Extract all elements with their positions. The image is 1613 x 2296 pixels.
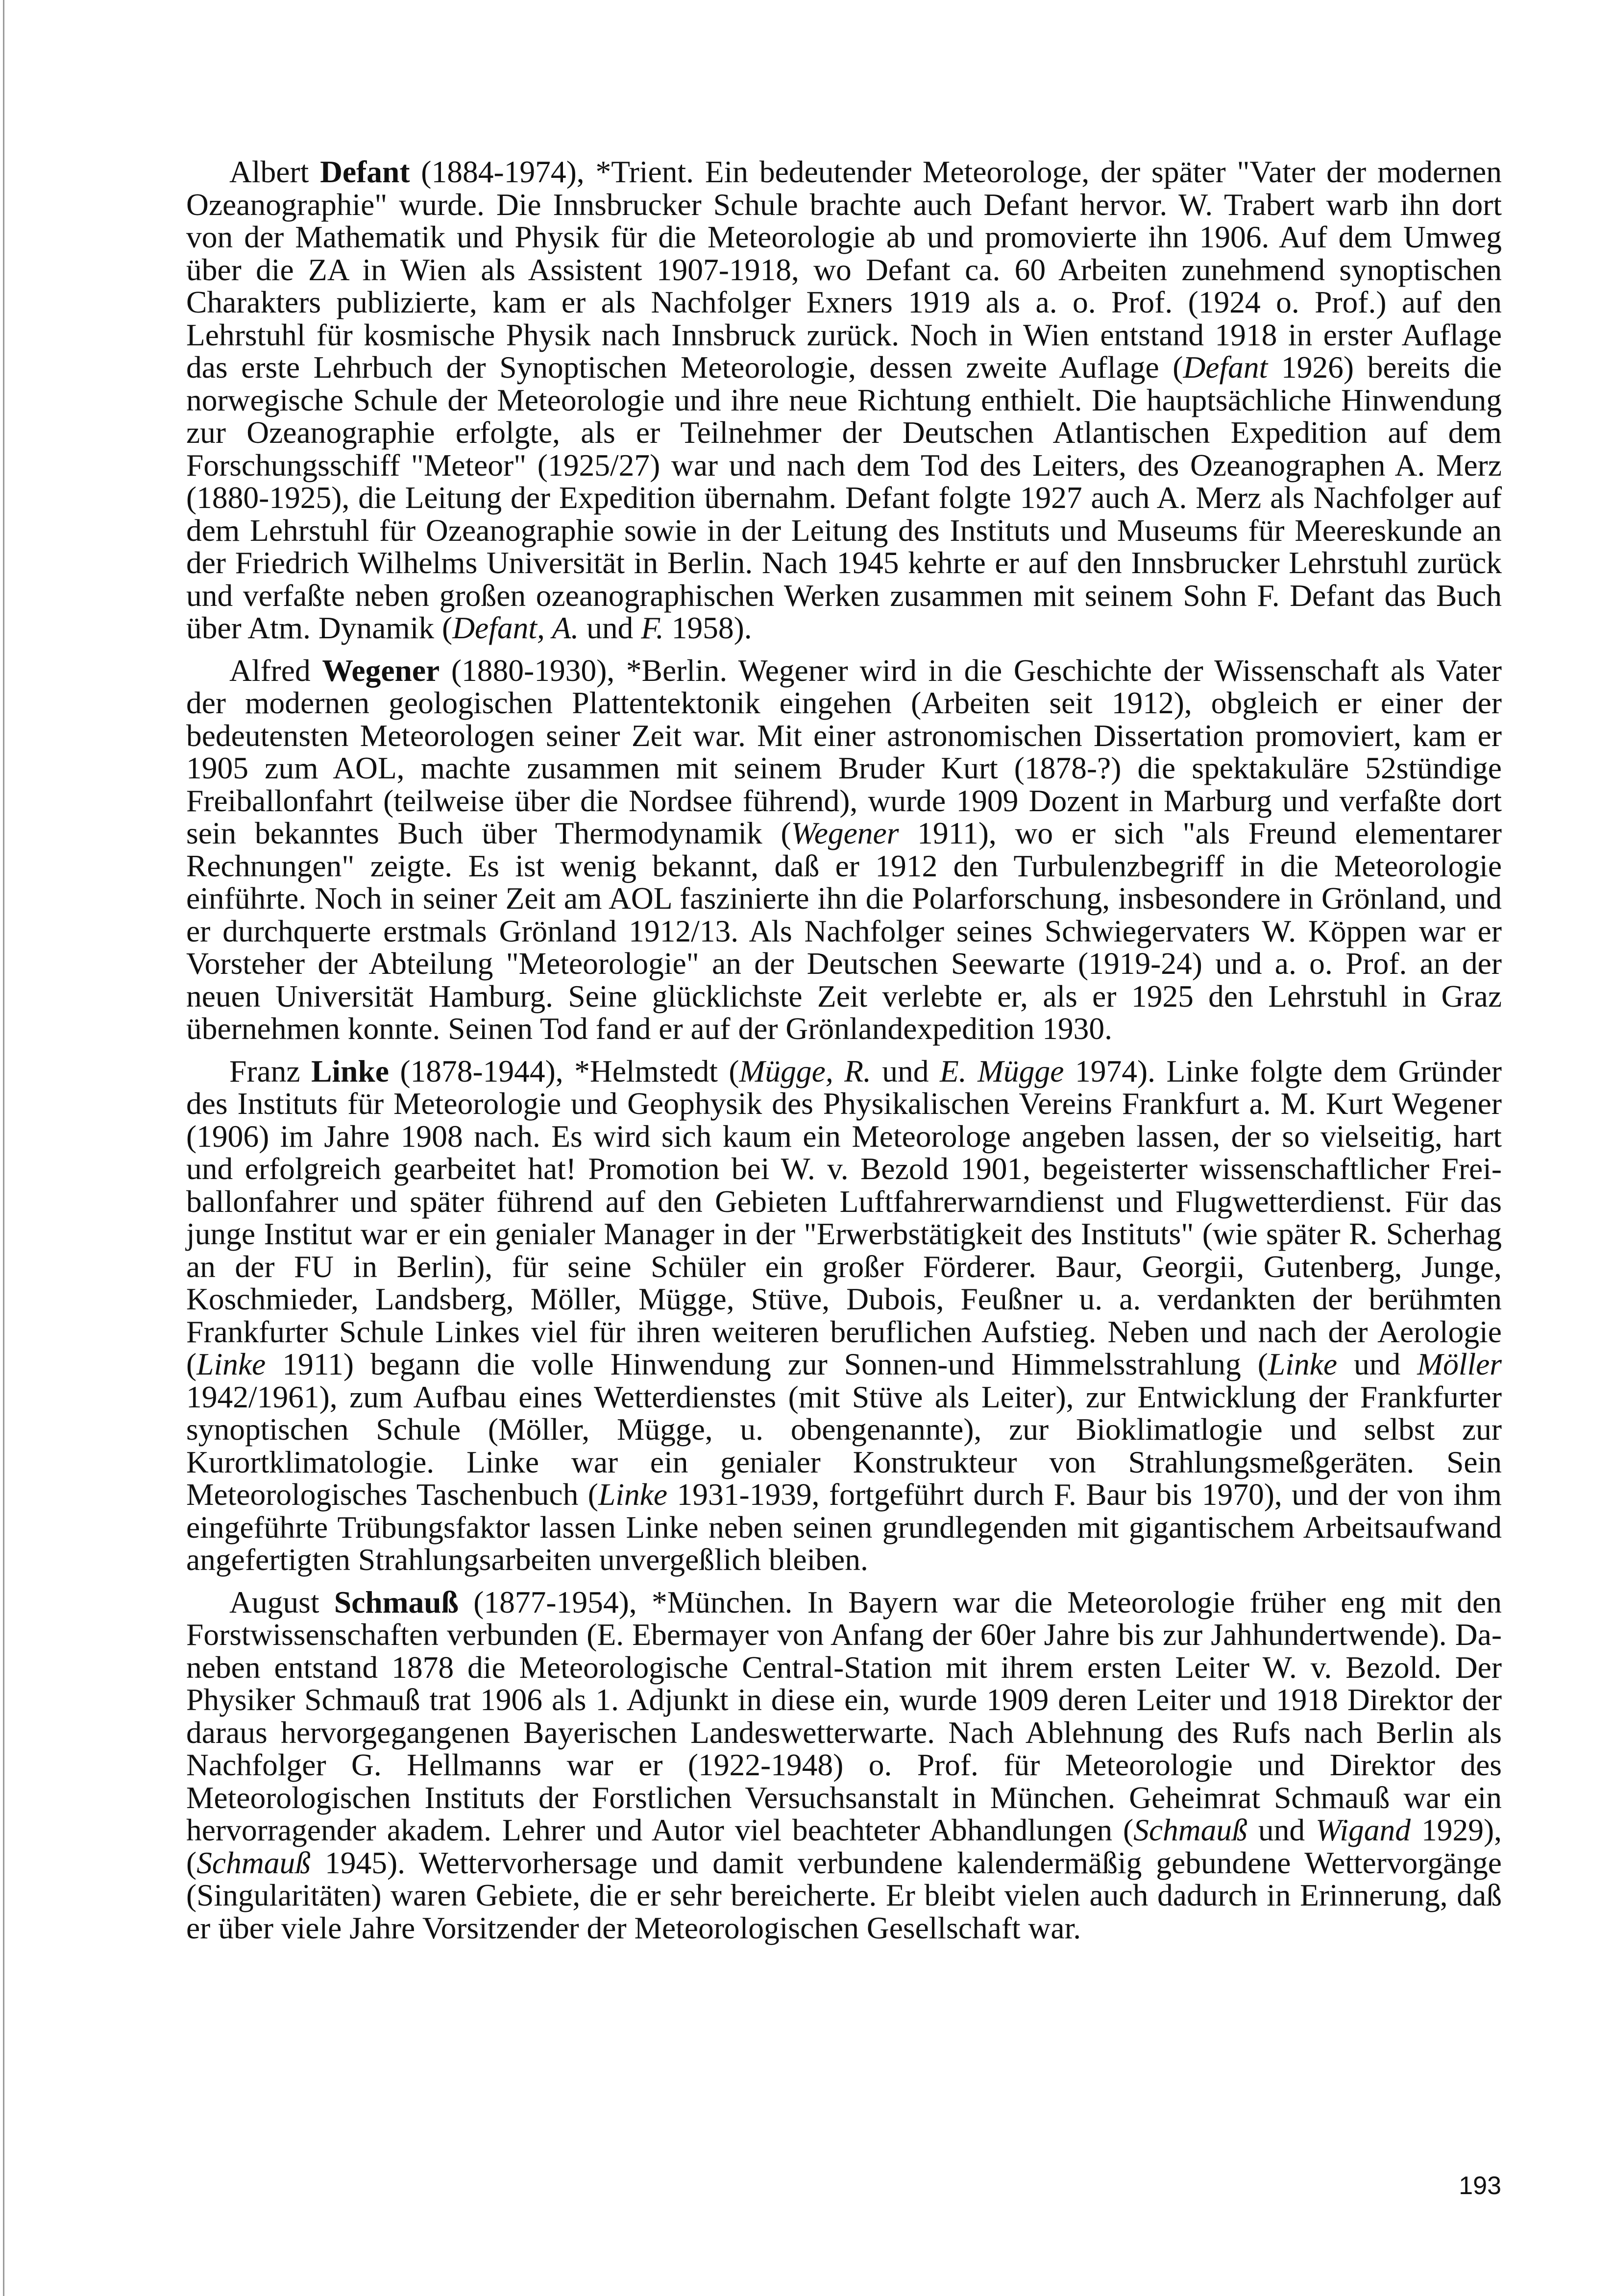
text-run: 1911), wo er sich "als Freund elementarer Rechnungen" zeigte. Es ist wenig bekannt, daß er 1912 den Turbulenzbegriff in die Meteorologie einführte. Noch in seiner Zeit am AOL faszinierte ihn die Polarforschung, insbesondere in Grönland, und er durchquerte erstmals Grönland 1912/13. Als Nachfolger seines Schwiegervaters W. Köppen war er Vorsteher der Abteilung "Meteorologie" an der Deutschen Seewarte (1919-24) und a. o. Prof. an der neuen Universität Hamburg. Seine glücklichste Zeit verlebte er, als er 1925 den Lehrstuhl in Graz übernehmen konnte. Seinen Tod fand er auf der Grönlandexpedition 1930. xyxy=(186,816,1502,1046)
name-heading: Wegener xyxy=(322,653,440,688)
citation-author: Defant xyxy=(1183,350,1268,385)
paragraph-defant xyxy=(186,156,1502,645)
paragraph-wegener xyxy=(186,654,1502,1045)
citation-author: Schmauß xyxy=(196,1845,311,1880)
text-run: 1911) begann die volle Hinwendung zur Sonnen-und Himmelsstrahlung ( xyxy=(266,1347,1268,1381)
name-heading: Linke xyxy=(311,1053,389,1088)
citation-author: Schmauß xyxy=(1133,1813,1247,1847)
text-run: Franz xyxy=(229,1053,312,1088)
text-run: August xyxy=(229,1584,334,1619)
text-run: 1931-1939, fortgeführt durch F. Baur bis 1970), und der von ihm eingeführte Trübungsfaktor lassen Linke neben seinen grundlegenden mit gigantischem Arbeitsaufwand angefertigten Strahlungsarbeiten unvergeßlich bleiben. xyxy=(186,1477,1502,1577)
scan-edge-line xyxy=(3,0,4,2296)
page-number: 193 xyxy=(1459,2172,1501,2200)
citation-author: Wigand xyxy=(1316,1813,1411,1847)
text-run: (1880-1930), *Berlin. Wegener wird in die Geschichte der Wissenschaft als Vater der modernen geologischen Plattentektonik eingehen (Arbeiten seit 1912), obgleich er einer der bedeutensten Meteorologen seiner Zeit war. Mit einer astronomischen Dissertation promoviert, kam er 1905 zum AOL, machte zusammen mit seinem Bruder Kurt (1878-?) die spektakuläre 52stündige Freiballonfahrt (teilweise über die Nordsee führend), wurde 1909 Dozent in Marburg und verfaßte dort sein bekanntes Buch über Thermodynamik ( xyxy=(186,653,1502,850)
text-run: Alfred xyxy=(229,653,322,688)
body-text xyxy=(186,156,1502,1954)
paragraph-linke xyxy=(186,1055,1502,1576)
text-run: und xyxy=(1247,1813,1316,1847)
citation-author: Wegener xyxy=(791,816,899,850)
name-heading: Defant xyxy=(320,154,410,189)
text-run: (1877-1954), *München. In Bayern war die Meteorologie früher eng mit den Forstwissenschaften verbunden (E. Ebermayer von Anfang der 60er Jahre bis zur Jahhundertwende). Daneben entstand 1878 die Meteorologische Central-Station mit ihrem ersten Leiter W. v. Bezold. Der Physiker Schmauß trat 1906 als 1. Adjunkt in diese ein, wurde 1909 deren Leiter und 1918 Direktor der daraus hervorgegangenen Bayerischen Landeswetterwarte. Nach Ablehnung des Rufs nach Berlin als Nachfolger G. Hellmanns war er (1922-1948) o. Prof. für Meteorologie und Direktor des Meteorologischen Instituts der Forstlichen Versuchsanstalt in München. Geheimrat Schmauß war ein hervorragender akadem. Lehrer und Autor viel beachteter Abhandlungen ( xyxy=(186,1584,1502,1847)
text-run: und xyxy=(579,610,641,645)
citation-author: Linke xyxy=(598,1477,668,1512)
text-run: 1929), ( xyxy=(186,1813,1502,1880)
text-run: (1878-1944), *Helmstedt ( xyxy=(389,1053,739,1088)
citation-author: Linke xyxy=(1268,1347,1337,1381)
text-run: und xyxy=(871,1053,940,1088)
text-run: Albert xyxy=(229,154,320,189)
citation-author: F. xyxy=(641,610,664,645)
text-run: 1926) bereits die norwegische Schule der Meteorologie und ihre neue Richtung enthielt. Die hauptsächliche Hinwendung zur Ozeanographie erfolgte, als er Teilnehmer der Deutschen Atlantischen Expedition auf dem Forschungsschiff "Meteor" (1925/27) war und nach dem Tod des Leiters, des Ozeanographen A. Merz (1880-1925), die Leitung der Expedition übernahm. Defant folgte 1927 auch A. Merz als Nachfolger auf dem Lehrstuhl für Ozeanographie sowie in der Leitung des Instituts und Museums für Meereskunde an der Friedrich Wilhelms Universität in Berlin. Nach 1945 kehrte er auf den Innsbrucker Lehrstuhl zurück und verfaßte neben großen ozeanographischen Werken zusammen mit seinem Sohn F. Defant das Buch über Atm. Dynamik ( xyxy=(186,350,1502,645)
text-run: 1958). xyxy=(663,610,752,645)
paragraph-schmauss xyxy=(186,1586,1502,1945)
text-run: 1942/1961), zum Aufbau eines Wetterdienstes (mit Stüve als Leiter), zur Entwicklung der Frankfurter synoptischen Schule (Möller, Mügge, u. obengenannte), zur Bioklimatlogie und selbst zur Kurortklimatologie. Linke war ein genialer Konstrukteur von Strahlungsmeßgeräten. Sein Meteorologisches Taschenbuch ( xyxy=(186,1379,1502,1512)
text-run: und xyxy=(1337,1347,1417,1381)
citation-author: Defant, A. xyxy=(452,610,579,645)
text-run: (1884-1974), *Trient. Ein bedeutender Meteorologe, der später "Vater der modernen Ozeanographie" wurde. Die Innsbrucker Schule brachte auch Defant hervor. W. Trabert warb ihn dort von der Mathematik und Physik für die Meteorologie ab und promovierte ihn 1906. Auf dem Umweg über die ZA in Wien als Assistent 1907-1918, wo Defant ca. 60 Arbeiten zunehmend synoptischen Charakters publizierte, kam er als Nachfolger Exners 1919 als a. o. Prof. (1924 o. Prof.) auf den Lehrstuhl für kosmische Physik nach Innsbruck zurück. Noch in Wien entstand 1918 in erster Auflage das erste Lehrbuch der Synoptischen Meteorologie, dessen zweite Auflage ( xyxy=(186,154,1502,385)
citation-author: Möller xyxy=(1417,1347,1502,1381)
citation-author: Linke xyxy=(196,1347,266,1381)
name-heading: Schmauß xyxy=(334,1584,459,1619)
citation-author: E. Mügge xyxy=(940,1053,1064,1088)
text-run: 1945). Wettervorhersage und damit verbundene kalendermäßig gebundene Wettervorgänge (Singularitäten) waren Gebiete, die er sehr bereicherte. Er bleibt vielen auch dadurch in Erinnerung, daß er über viele Jahre Vorsitzender der Meteorologischen Gesellschaft war. xyxy=(186,1845,1502,1945)
text-run: 1974). Linke folgte dem Gründer des Instituts für Meteorologie und Geophysik des Physikalischen Vereins Frankfurt a. M. Kurt Wegener (1906) im Jahre 1908 nach. Es wird sich kaum ein Meteorologe angeben lassen, der so vielseitig, hart und erfolgreich gearbeitet hat! Promotion bei W. v. Bezold 1901, begeisterter wissenschaftlicher Freiballonfahrer und später führend auf den Gebieten Luftfahrerwarndienst und Flugwetterdienst. Für das junge Institut war er ein genialer Manager in der "Erwerbstätigkeit des Instituts" (wie später R. Scherhag an der FU in Berlin), für seine Schüler ein großer Förderer. Baur, Georgii, Gutenberg, Junge, Koschmieder, Landsberg, Möller, Mügge, Stüve, Dubois, Feußner u. a. verdankten der berühmten Frankfurter Schule Linkes viel für ihren weiteren beruflichen Aufstieg. Neben und nach der Aerologie ( xyxy=(186,1053,1502,1381)
citation-author: Mügge, R. xyxy=(739,1053,871,1088)
